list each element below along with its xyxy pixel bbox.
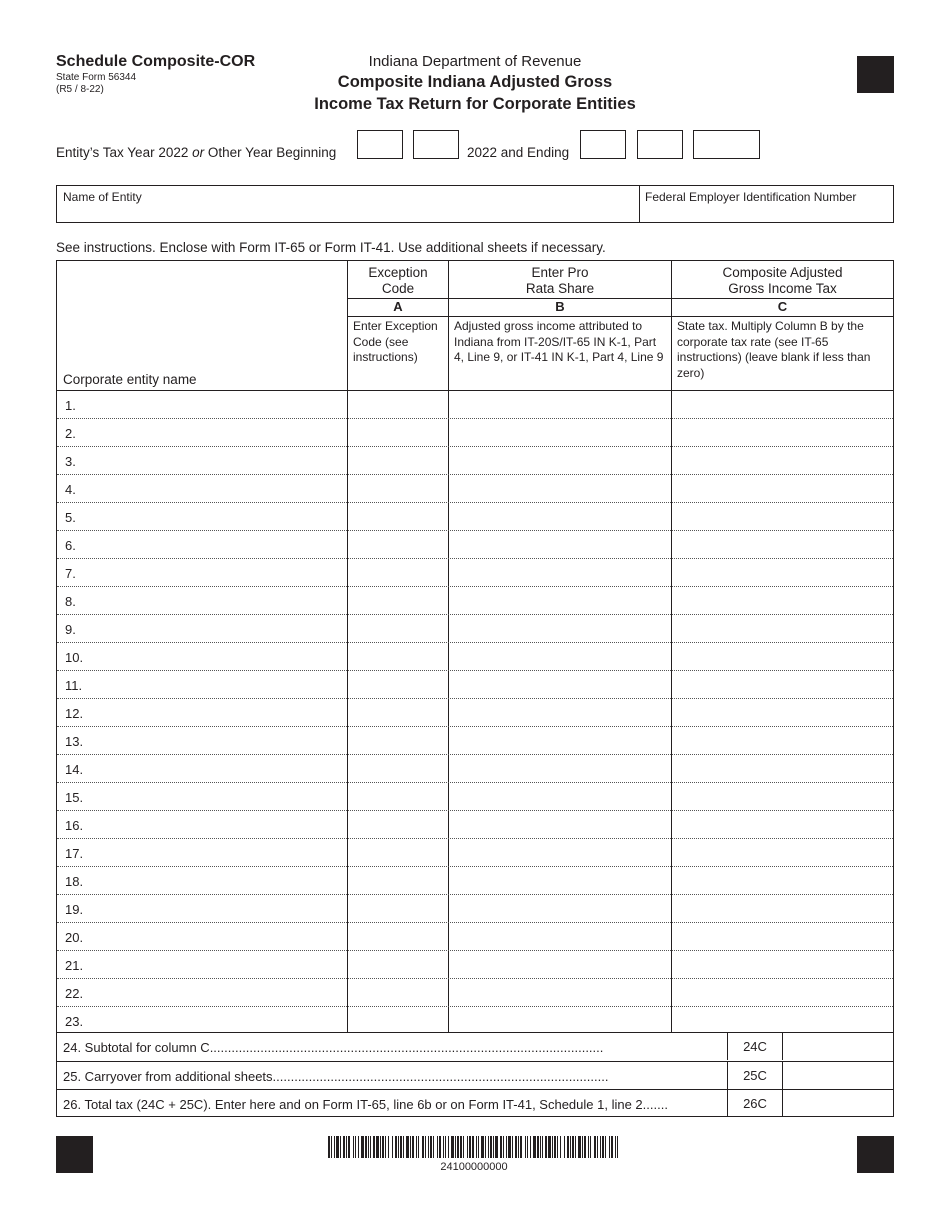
barcode-number: 24100000000 <box>440 1161 508 1173</box>
barcode-bar <box>582 1136 583 1158</box>
row-number: 23. <box>65 1014 84 1029</box>
pro-rata-share-field[interactable] <box>449 699 671 726</box>
barcode-bar <box>463 1136 464 1158</box>
composite-tax-field[interactable] <box>672 895 893 922</box>
column-c-heading-line1: Composite Adjusted <box>722 265 843 280</box>
corporate-entity-name-heading: Corporate entity name <box>63 372 197 387</box>
barcode-bar <box>382 1136 384 1158</box>
barcode-bar <box>537 1136 539 1158</box>
row-number: 20. <box>65 930 84 945</box>
corporate-entity-name-field[interactable] <box>57 531 347 558</box>
table-row <box>57 614 893 642</box>
line-26-code: 26C <box>727 1090 783 1117</box>
form-title: Schedule Composite-COR <box>56 53 256 70</box>
entity-box-divider <box>639 186 640 222</box>
table-row <box>57 698 893 726</box>
barcode-bar <box>336 1136 339 1158</box>
column-a-heading <box>348 265 448 297</box>
barcode-bar <box>437 1136 438 1158</box>
tax-year-label-or: or <box>192 145 205 160</box>
table-row <box>57 726 893 754</box>
row-number: 19. <box>65 902 84 917</box>
corporate-entity-name-field[interactable] <box>57 839 347 866</box>
table-row <box>57 978 893 1006</box>
barcode-bar <box>488 1136 489 1158</box>
composite-tax-field[interactable] <box>672 503 893 530</box>
end-year-field[interactable] <box>693 130 760 159</box>
composite-tax-field[interactable] <box>672 811 893 838</box>
barcode-bar <box>416 1136 417 1158</box>
barcode-bar <box>430 1136 432 1158</box>
registration-mark-bottom-right <box>857 1136 894 1173</box>
barcode-bar <box>328 1136 330 1158</box>
barcode-bar <box>611 1136 613 1158</box>
row-number: 10. <box>65 650 84 665</box>
composite-tax-field[interactable] <box>672 1007 893 1034</box>
barcode-bar <box>365 1136 367 1158</box>
barcode-bar <box>428 1136 429 1158</box>
row-number: 5. <box>65 510 76 525</box>
barcode-bar <box>422 1136 424 1158</box>
barcode-bar <box>358 1136 359 1158</box>
corporate-entity-name-field[interactable] <box>57 727 347 754</box>
instructions-text: See instructions. Enclose with Form IT-65 or Form IT-41. Use additional sheets if necessary. <box>56 240 606 255</box>
composite-tax-field[interactable] <box>672 615 893 642</box>
barcode-bar <box>506 1136 507 1158</box>
barcode-bar <box>609 1136 610 1158</box>
table-row <box>57 950 893 978</box>
barcode-bar <box>395 1136 397 1158</box>
barcode-bar <box>355 1136 356 1158</box>
barcode-bar <box>331 1136 332 1158</box>
barcode-bar <box>495 1136 498 1158</box>
pro-rata-share-field[interactable] <box>449 531 671 558</box>
barcode-bar <box>515 1136 517 1158</box>
exception-code-field[interactable] <box>348 559 448 586</box>
totals-section <box>56 1033 894 1117</box>
barcode-bar <box>340 1136 341 1158</box>
composite-tax-field[interactable] <box>672 559 893 586</box>
exception-code-field[interactable] <box>348 643 448 670</box>
table-row <box>57 586 893 614</box>
pro-rata-share-field[interactable] <box>449 867 671 894</box>
tax-year-ending-label: 2022 and Ending <box>467 145 570 160</box>
exception-code-field[interactable] <box>348 951 448 978</box>
barcode-bar <box>525 1136 526 1158</box>
row-number: 11. <box>65 678 83 693</box>
row-number: 2. <box>65 426 76 441</box>
tax-year-label-rest: Other Year Beginning <box>207 145 337 160</box>
row-number: 8. <box>65 594 76 609</box>
barcode-bar <box>557 1136 558 1158</box>
barcode-bar <box>533 1136 536 1158</box>
begin-day-field[interactable] <box>413 130 459 159</box>
barcode-bar <box>469 1136 471 1158</box>
barcode-bar <box>403 1136 404 1158</box>
column-b-heading <box>449 265 671 297</box>
barcode-bar <box>554 1136 556 1158</box>
barcode-bar <box>472 1136 474 1158</box>
pro-rata-share-field[interactable] <box>449 727 671 754</box>
fein-label: Federal Employer Identification Number <box>645 190 857 204</box>
barcode <box>328 1136 620 1158</box>
line-24-code: 24C <box>727 1033 783 1060</box>
barcode-bar <box>597 1136 598 1158</box>
column-b-letter: B <box>555 299 565 314</box>
state-form-number: State Form 56344 <box>56 72 137 83</box>
barcode-bar <box>567 1136 569 1158</box>
barcode-bar <box>460 1136 462 1158</box>
exception-code-field[interactable] <box>348 839 448 866</box>
entity-info-box <box>56 185 894 223</box>
barcode-bar <box>376 1136 379 1158</box>
barcode-bar <box>388 1136 389 1158</box>
barcode-bar <box>433 1136 434 1158</box>
corporate-entity-name-field[interactable] <box>57 391 347 418</box>
column-a-heading-line2: Code <box>381 281 415 296</box>
barcode-bar <box>418 1136 419 1158</box>
exception-code-field[interactable] <box>348 615 448 642</box>
entity-name-label: Name of Entity <box>63 190 142 204</box>
barcode-bar <box>564 1136 565 1158</box>
pro-rata-share-field[interactable] <box>449 895 671 922</box>
barcode-bar <box>445 1136 446 1158</box>
barcode-bar <box>380 1136 381 1158</box>
barcode-bar <box>570 1136 571 1158</box>
composite-tax-field[interactable] <box>672 979 893 1006</box>
line-24-amount-field[interactable] <box>783 1033 893 1060</box>
fein-field[interactable] <box>645 206 889 222</box>
corporate-entity-name-field[interactable] <box>57 503 347 530</box>
barcode-bar <box>485 1136 486 1158</box>
barcode-bar <box>412 1136 414 1158</box>
pro-rata-share-field[interactable] <box>449 1007 671 1034</box>
pro-rata-share-field[interactable] <box>449 587 671 614</box>
exception-code-field[interactable] <box>348 587 448 614</box>
composite-tax-field[interactable] <box>672 475 893 502</box>
header-line-2 <box>347 316 893 317</box>
barcode-bar <box>542 1136 543 1158</box>
barcode-bar <box>392 1136 393 1158</box>
exception-code-field[interactable] <box>348 895 448 922</box>
exception-code-field[interactable] <box>348 811 448 838</box>
row-number: 6. <box>65 538 76 553</box>
tax-year-label-start: Entity’s Tax Year 2022 <box>56 145 189 160</box>
corporate-entity-name-field[interactable] <box>57 475 347 502</box>
row-number: 13. <box>65 734 84 749</box>
end-month-field[interactable] <box>580 130 626 159</box>
corporate-entity-name-field[interactable] <box>57 923 347 950</box>
barcode-bar <box>439 1136 441 1158</box>
barcode-bar <box>348 1136 350 1158</box>
barcode-bar <box>368 1136 369 1158</box>
barcode-bar <box>490 1136 492 1158</box>
barcode-bar <box>410 1136 411 1158</box>
table-row <box>57 894 893 922</box>
composite-tax-field[interactable] <box>672 699 893 726</box>
barcode-bar <box>467 1136 468 1158</box>
line-26-amount-field[interactable] <box>783 1090 893 1117</box>
row-number: 7. <box>65 566 76 581</box>
table-row <box>57 838 893 866</box>
barcode-bar <box>500 1136 502 1158</box>
barcode-bar <box>406 1136 409 1158</box>
line-26-row <box>57 1089 893 1117</box>
line-26-label: 26. Total tax (24C + 25C). Enter here and on Form IT-65, line 6b or on Form IT-41, Schedule 1, line 2....... <box>63 1097 668 1112</box>
exception-code-field[interactable] <box>348 447 448 474</box>
barcode-bar <box>520 1136 522 1158</box>
exception-code-field[interactable] <box>348 531 448 558</box>
barcode-bar <box>343 1136 345 1158</box>
corporate-entity-name-field[interactable] <box>57 615 347 642</box>
column-b-description: Adjusted gross income attributed to Indiana from IT-20S/IT-65 IN K-1, Part 4, Line 9, or IT-41 IN K-1, Part 4, Line 9 <box>454 319 664 365</box>
barcode-bar <box>590 1136 591 1158</box>
pro-rata-share-field[interactable] <box>449 475 671 502</box>
barcode-bar <box>560 1136 561 1158</box>
barcode-bar <box>602 1136 604 1158</box>
barcode-bar <box>605 1136 606 1158</box>
pro-rata-share-field[interactable] <box>449 643 671 670</box>
barcode-bar <box>527 1136 528 1158</box>
table-row <box>57 502 893 530</box>
exception-code-field[interactable] <box>348 503 448 530</box>
main-title-line1: Composite Indiana Adjusted Gross <box>337 73 613 91</box>
table-row <box>57 642 893 670</box>
table-row <box>57 530 893 558</box>
table-row <box>57 922 893 950</box>
barcode-bar <box>385 1136 386 1158</box>
row-number: 3. <box>65 454 76 469</box>
column-a-letter: A <box>393 299 403 314</box>
composite-tax-field[interactable] <box>672 391 893 418</box>
barcode-bar <box>584 1136 586 1158</box>
column-b-heading-line2: Rata Share <box>525 281 595 296</box>
column-c-heading-line2: Gross Income Tax <box>728 281 837 296</box>
exception-code-field[interactable] <box>348 419 448 446</box>
pro-rata-share-field[interactable] <box>449 559 671 586</box>
table-row <box>57 390 893 418</box>
corporate-entity-name-field[interactable] <box>57 811 347 838</box>
barcode-bar <box>572 1136 574 1158</box>
barcode-bar <box>530 1136 531 1158</box>
barcode-bar <box>600 1136 601 1158</box>
barcode-bar <box>508 1136 511 1158</box>
exception-code-field[interactable] <box>348 867 448 894</box>
line-25-label: 25. Carryover from additional sheets............................................................................................. <box>63 1069 609 1084</box>
barcode-bar <box>545 1136 547 1158</box>
barcode-bar <box>493 1136 494 1158</box>
exception-code-field[interactable] <box>348 755 448 782</box>
barcode-bar <box>575 1136 576 1158</box>
row-number: 4. <box>65 482 76 497</box>
row-number: 15. <box>65 790 84 805</box>
barcode-bar <box>478 1136 479 1158</box>
table-row <box>57 1006 893 1034</box>
line-24-label: 24. Subtotal for column C............................................................................................................. <box>63 1040 604 1055</box>
table-row <box>57 558 893 586</box>
row-number: 9. <box>65 622 76 637</box>
pro-rata-share-field[interactable] <box>449 671 671 698</box>
table-row <box>57 418 893 446</box>
table-row <box>57 670 893 698</box>
barcode-bar <box>512 1136 513 1158</box>
pro-rata-share-field[interactable] <box>449 839 671 866</box>
column-c-letter: C <box>777 299 788 314</box>
table-row <box>57 782 893 810</box>
corporate-entity-name-field[interactable] <box>57 867 347 894</box>
table-row <box>57 866 893 894</box>
exception-code-field[interactable] <box>348 699 448 726</box>
barcode-bar <box>548 1136 551 1158</box>
barcode-bar <box>346 1136 347 1158</box>
composite-tax-field[interactable] <box>672 783 893 810</box>
row-number: 12. <box>65 706 84 721</box>
composite-tax-field[interactable] <box>672 867 893 894</box>
composite-tax-field[interactable] <box>672 727 893 754</box>
pro-rata-share-field[interactable] <box>449 419 671 446</box>
composite-tax-field[interactable] <box>672 839 893 866</box>
composite-tax-field[interactable] <box>672 531 893 558</box>
column-c-description: State tax. Multiply Column B by the corporate tax rate (see IT-65 instructions) (leave blank if less than zero) <box>677 319 871 380</box>
row-number: 22. <box>65 986 84 1001</box>
pro-rata-share-field[interactable] <box>449 951 671 978</box>
barcode-bar <box>451 1136 454 1158</box>
corporate-entity-name-field[interactable] <box>57 699 347 726</box>
barcode-bar <box>476 1136 477 1158</box>
row-number: 17. <box>65 846 84 861</box>
barcode-bar <box>425 1136 426 1158</box>
row-number: 21. <box>65 958 84 973</box>
column-a-description: Enter Exception Code (see instructions) <box>353 319 438 365</box>
barcode-bar <box>518 1136 519 1158</box>
exception-code-field[interactable] <box>348 475 448 502</box>
end-day-field[interactable] <box>637 130 683 159</box>
barcode-bar <box>400 1136 402 1158</box>
barcode-bar <box>617 1136 618 1158</box>
exception-code-field[interactable] <box>348 391 448 418</box>
exception-code-field[interactable] <box>348 923 448 950</box>
barcode-bar <box>588 1136 589 1158</box>
form-revision: (R5 / 8-22) <box>56 84 104 95</box>
exception-code-field[interactable] <box>348 979 448 1006</box>
row-number: 14. <box>65 762 84 777</box>
pro-rata-share-field[interactable] <box>449 783 671 810</box>
barcode-bar <box>373 1136 375 1158</box>
corporate-entity-name-field[interactable] <box>57 783 347 810</box>
line-25-code: 25C <box>727 1062 783 1089</box>
barcode-bar <box>481 1136 484 1158</box>
pro-rata-share-field[interactable] <box>449 615 671 642</box>
composite-tax-field[interactable] <box>672 643 893 670</box>
barcode-bar <box>443 1136 444 1158</box>
barcode-bar <box>457 1136 459 1158</box>
line-25-row <box>57 1061 893 1089</box>
barcode-bar <box>361 1136 364 1158</box>
corporate-entity-name-field[interactable] <box>57 895 347 922</box>
barcode-bar <box>594 1136 596 1158</box>
barcode-bar <box>540 1136 541 1158</box>
row-number: 1. <box>65 398 76 413</box>
barcode-bar <box>615 1136 616 1158</box>
pro-rata-share-field[interactable] <box>449 447 671 474</box>
corporate-entity-name-field[interactable] <box>57 643 347 670</box>
row-number: 16. <box>65 818 84 833</box>
corporate-entity-name-field[interactable] <box>57 447 347 474</box>
pro-rata-share-field[interactable] <box>449 979 671 1006</box>
corporate-entity-name-field[interactable] <box>57 979 347 1006</box>
pro-rata-share-field[interactable] <box>449 391 671 418</box>
barcode-bar <box>398 1136 399 1158</box>
column-c-heading <box>672 265 893 297</box>
barcode-bar <box>448 1136 449 1158</box>
table-row <box>57 446 893 474</box>
row-number: 18. <box>65 874 84 889</box>
pro-rata-share-field[interactable] <box>449 923 671 950</box>
registration-mark-bottom-left <box>56 1136 93 1173</box>
exception-code-field[interactable] <box>348 727 448 754</box>
exception-code-field[interactable] <box>348 783 448 810</box>
barcode-bar <box>503 1136 504 1158</box>
exception-code-field[interactable] <box>348 671 448 698</box>
corporate-entity-name-field[interactable] <box>57 419 347 446</box>
composite-tax-field[interactable] <box>672 923 893 950</box>
column-b-heading-line1: Enter Pro <box>531 265 589 280</box>
pro-rata-share-field[interactable] <box>449 811 671 838</box>
pro-rata-share-field[interactable] <box>449 755 671 782</box>
corporate-entity-name-field[interactable] <box>57 671 347 698</box>
corporate-entity-name-field[interactable] <box>57 755 347 782</box>
corporate-entity-name-field[interactable] <box>57 1007 347 1034</box>
corporate-entity-name-field[interactable] <box>57 587 347 614</box>
pro-rata-share-field[interactable] <box>449 503 671 530</box>
line-25-amount-field[interactable] <box>783 1062 893 1089</box>
barcode-bar <box>370 1136 371 1158</box>
entity-name-field[interactable] <box>63 206 633 222</box>
line-24-row <box>57 1033 893 1061</box>
corporate-entity-name-field[interactable] <box>57 951 347 978</box>
tax-year-label <box>56 145 336 161</box>
composite-tax-field[interactable] <box>672 447 893 474</box>
composite-tax-field[interactable] <box>672 671 893 698</box>
begin-month-field[interactable] <box>357 130 403 159</box>
composite-tax-field[interactable] <box>672 755 893 782</box>
table-row <box>57 754 893 782</box>
composite-tax-field[interactable] <box>672 587 893 614</box>
composite-tax-field[interactable] <box>672 951 893 978</box>
corporate-entity-name-field[interactable] <box>57 559 347 586</box>
barcode-bar <box>552 1136 553 1158</box>
table-row <box>57 474 893 502</box>
column-a-heading-line1: Exception <box>368 265 428 280</box>
barcode-bar <box>455 1136 456 1158</box>
composite-tax-field[interactable] <box>672 419 893 446</box>
corporate-entities-table <box>56 260 894 1033</box>
barcode-bar <box>353 1136 354 1158</box>
department-name: Indiana Department of Revenue <box>368 53 582 70</box>
barcode-bar <box>334 1136 335 1158</box>
exception-code-field[interactable] <box>348 1007 448 1034</box>
table-row <box>57 810 893 838</box>
barcode-bar <box>578 1136 581 1158</box>
main-title-line2: Income Tax Return for Corporate Entities <box>314 95 636 113</box>
